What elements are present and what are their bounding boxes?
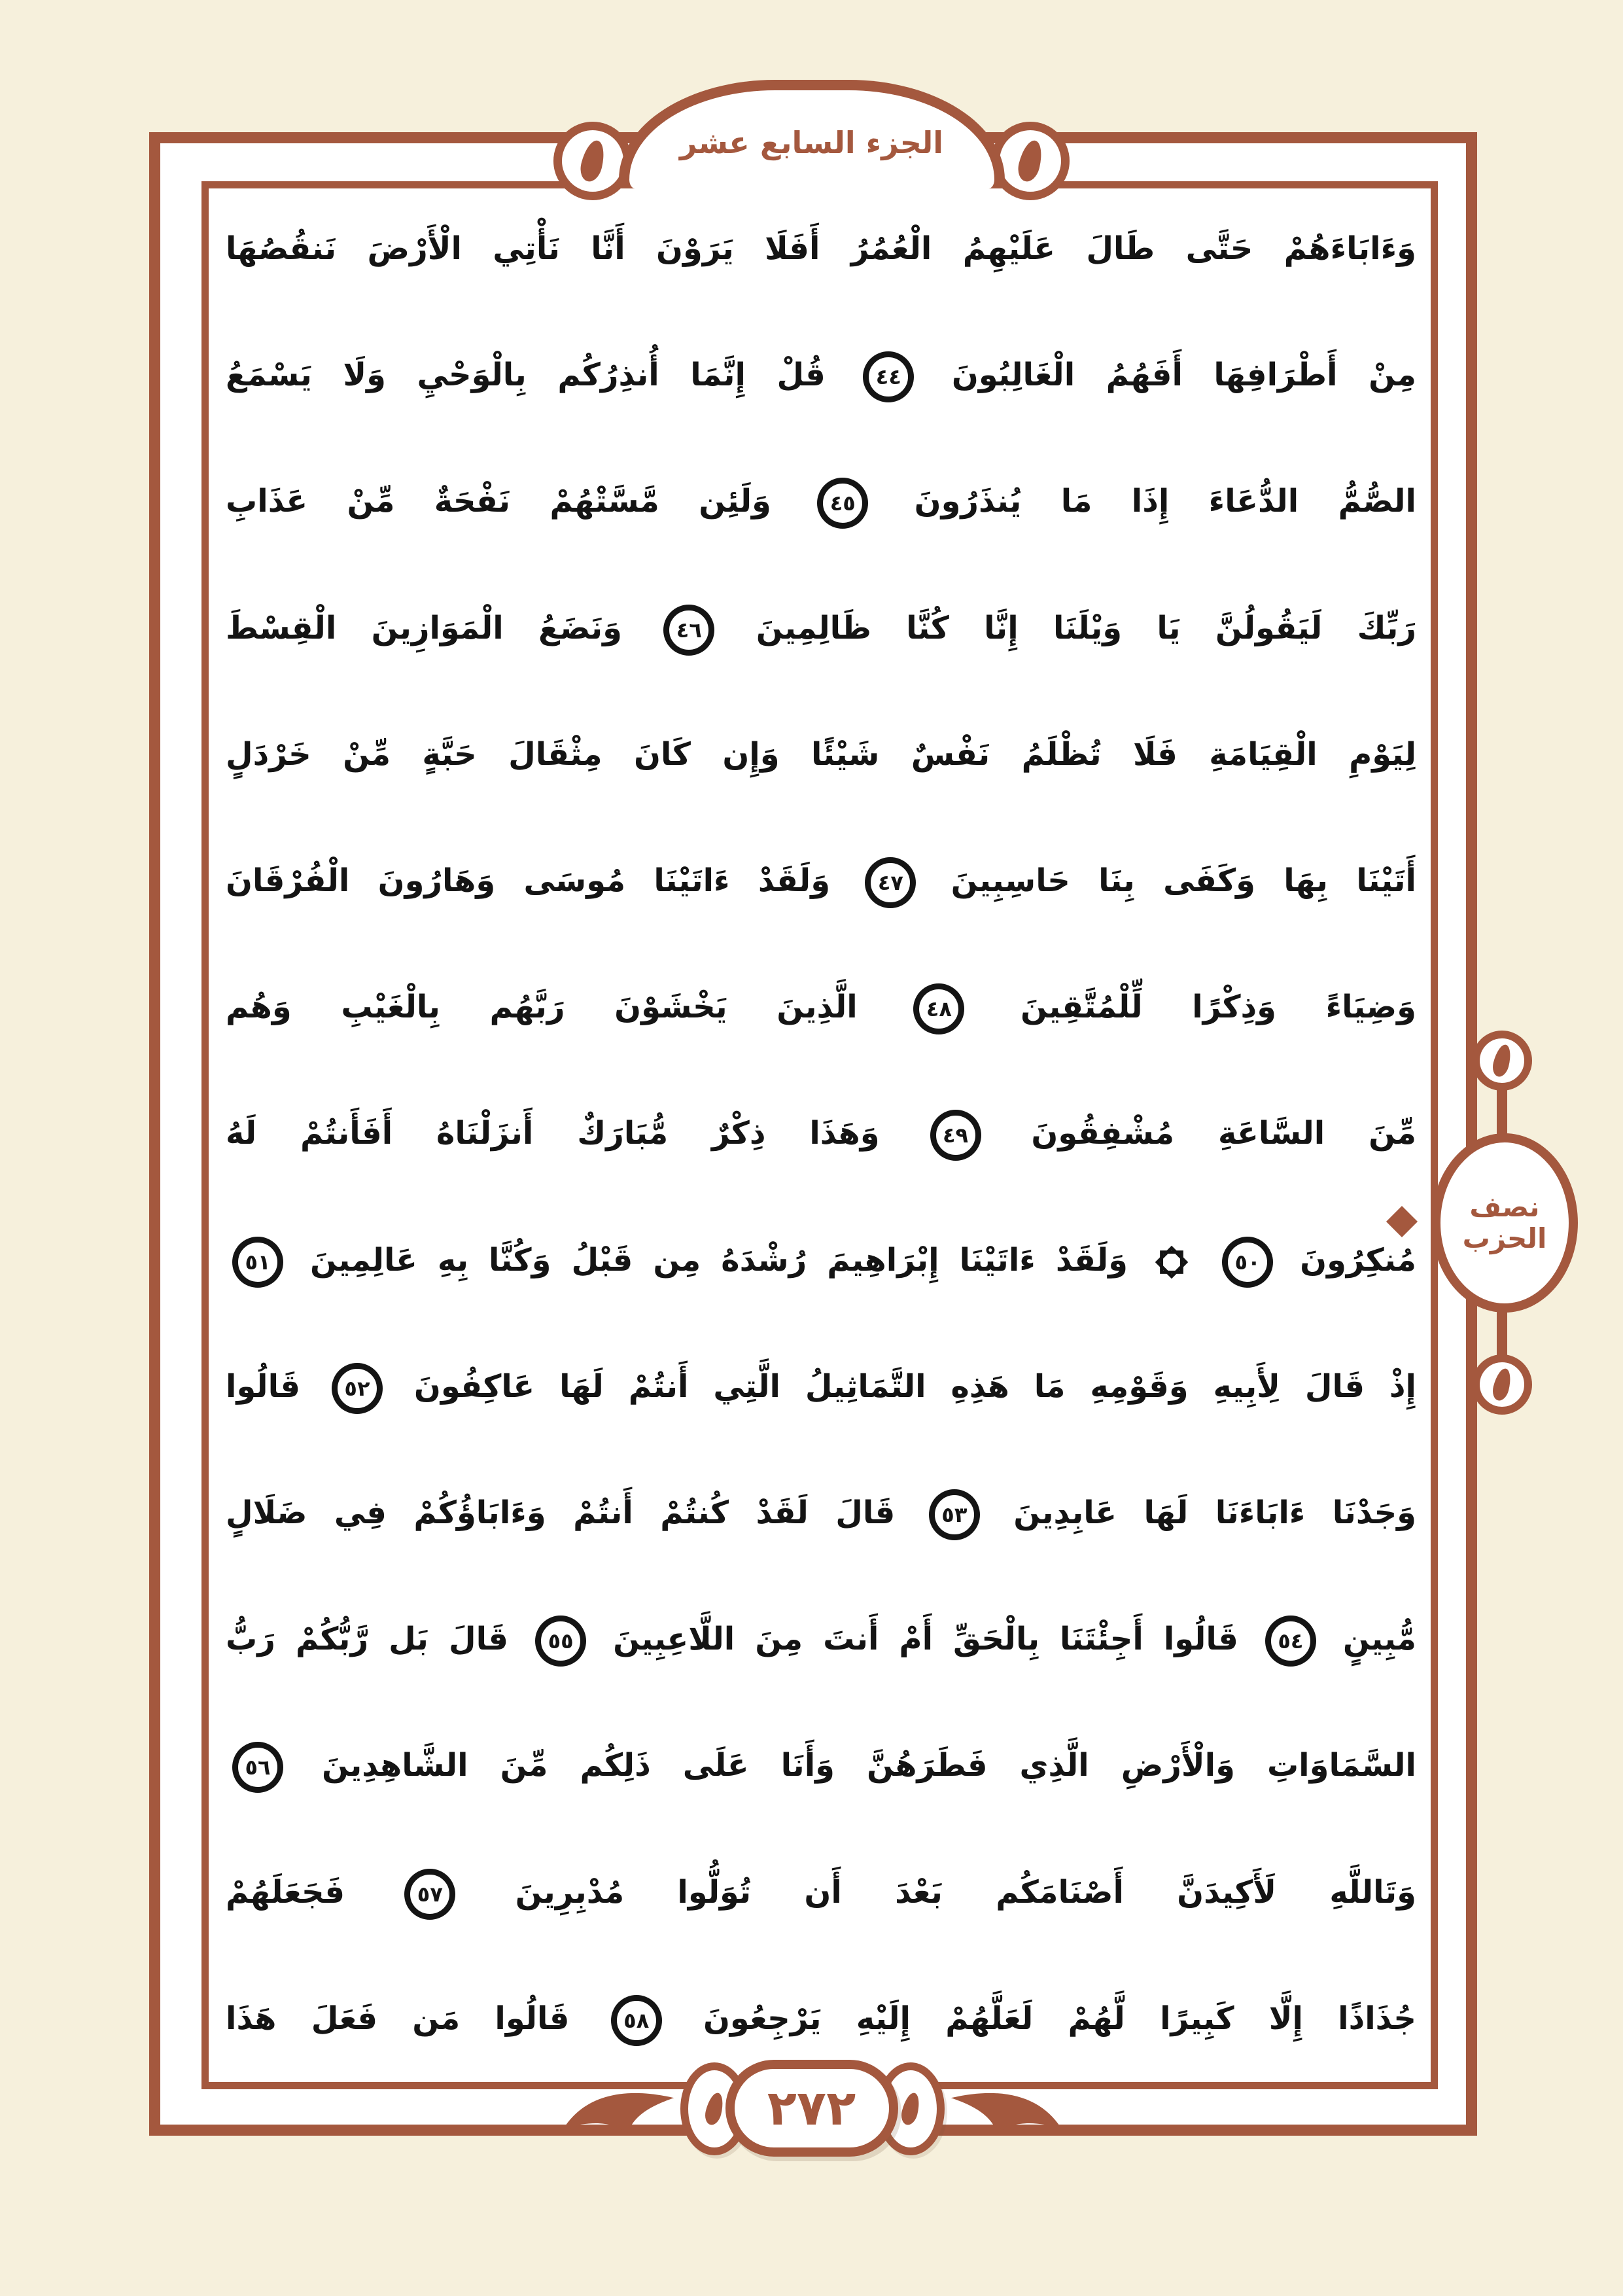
half-hizb-medallion (1431, 1133, 1578, 1313)
footer-leaf-icon (564, 2085, 675, 2136)
verse-number-badge: ٤٧ (865, 857, 916, 908)
quran-text-block (226, 200, 1416, 2068)
verse-number-badge: ٥٤ (1265, 1616, 1316, 1667)
ayah-text: وَءَابَاءَهُمْ حَتَّى طَالَ عَلَيْهِمُ الْعُمُرُ أَفَلَا يَرَوْنَ أَنَّا نَأْتِي الْأَرْضَ نَنقُصُهَا (226, 230, 1416, 267)
header-ornament-circle-right (991, 122, 1070, 200)
ayah-text: الصُّمُّ الدُّعَاءَ إِذَا مَا يُنذَرُونَ (914, 483, 1416, 520)
ayah-text: إِذْ قَالَ لِأَبِيهِ وَقَوْمِهِ مَا هَذِهِ التَّمَاثِيلُ الَّتِي أَنتُمْ لَهَا عَاكِفُونَ (413, 1368, 1416, 1405)
quran-line (226, 705, 1416, 804)
ayah-text: مِنْ أَطْرَافِهَا أَفَهُمُ الْغَالِبُونَ (951, 357, 1417, 394)
ayah-text: قَالَ بَل رَّبُّكُمْ رَبُّ (226, 1621, 509, 1658)
ayah-text: مِّنَ السَّاعَةِ مُشْفِقُونَ (1031, 1115, 1417, 1152)
page-number: ٢٧٢ (767, 2080, 856, 2136)
verse-number-badge: ٥٧ (404, 1869, 455, 1920)
quran-line (226, 1337, 1416, 1436)
quran-line (226, 832, 1416, 930)
ayah-text: قُلْ إِنَّمَا أُنذِرُكُم بِالْوَحْيِ وَلَا يَسْمَعُ (226, 357, 826, 394)
footer-leaf-icon (950, 2085, 1061, 2136)
verse-number-badge: ٥١ (232, 1237, 283, 1288)
ayah-text: مُنكِرُونَ (1300, 1241, 1417, 1279)
ayah-text: وَنَضَعُ الْمَوَازِينَ الْقِسْطَ (226, 609, 622, 646)
teardrop-icon (1015, 138, 1046, 184)
teardrop-icon (703, 2091, 725, 2127)
verse-number-badge: ٥٠ (1222, 1237, 1273, 1288)
ayah-text: وَتَاللَّهِ لَأَكِيدَنَّ أَصْنَامَكُم بَعْدَ أَن تُوَلُّوا مُدْبِرِينَ (515, 1873, 1417, 1911)
quran-line (226, 1464, 1416, 1562)
verse-number-badge: ٤٦ (663, 605, 714, 656)
page-number-cartouche (725, 2060, 898, 2157)
header-ornament-circle-left (553, 122, 632, 200)
quran-line (226, 1211, 1416, 1309)
ayah-text: فَجَعَلَهُمْ (226, 1873, 345, 1911)
ayah-text: وَجَدْنَا ءَابَاءَنَا لَهَا عَابِدِينَ (1013, 1494, 1416, 1532)
ayah-text: قَالُوا (226, 1368, 301, 1405)
ayah-text: وَضِيَاءً وَذِكْرًا لِّلْمُتَّقِينَ (1020, 989, 1416, 1026)
verse-number-badge: ٥٣ (929, 1489, 980, 1540)
quran-line (226, 1969, 1416, 2068)
quran-line (226, 958, 1416, 1056)
verse-number-badge: ٤٩ (930, 1110, 981, 1161)
quran-line (226, 1084, 1416, 1182)
rub-el-hizb-icon (1153, 1244, 1190, 1280)
quran-line (226, 1843, 1416, 1941)
quran-line (226, 1716, 1416, 1814)
verse-number-badge: ٥٨ (611, 1995, 662, 2046)
quran-line (226, 452, 1416, 550)
verse-number-badge: ٤٨ (913, 983, 964, 1034)
ayah-text: الَّذِينَ يَخْشَوْنَ رَبَّهُم بِالْغَيْبِ وَهُم (226, 989, 858, 1026)
ayah-text: رَبِّكَ لَيَقُولُنَّ يَا وَيْلَنَا إِنَّا كُنَّا ظَالِمِينَ (756, 609, 1416, 646)
verse-number-badge: ٤٤ (863, 351, 914, 402)
juz-title: الجزء السابع عشر (679, 125, 944, 160)
verse-number-badge: ٥٦ (232, 1742, 283, 1793)
ayah-text: قَالَ لَقَدْ كُنتُمْ أَنتُمْ وَءَابَاؤُكُمْ فِي ضَلَالٍ (226, 1494, 896, 1532)
verse-number-badge: ٥٥ (535, 1616, 586, 1667)
teardrop-icon (899, 2091, 922, 2127)
ayah-text: وَهَذَا ذِكْرٌ مُّبَارَكٌ أَنزَلْنَاهُ أَفَأَنتُمْ لَهُ (226, 1115, 880, 1152)
ayah-text: وَلَقَدْ ءَاتَيْنَا إِبْرَاهِيمَ رُشْدَهُ مِن قَبْلُ وَكُنَّا بِهِ عَالِمِينَ (310, 1241, 1128, 1279)
ayah-text: قَالُوا مَن فَعَلَ هَذَا (226, 2000, 570, 2037)
quran-line (226, 200, 1416, 298)
ayah-text: لِيَوْمِ الْقِيَامَةِ فَلَا تُظْلَمُ نَفْسٌ شَيْئًا وَإِن كَانَ مِثْقَالَ حَبَّةٍ مِّنْ خَرْدَلٍ (226, 735, 1416, 773)
ayah-text: مُّبِينٍ (1342, 1621, 1417, 1658)
hizb-scroll-icon (1472, 1031, 1532, 1091)
teardrop-icon (1490, 1043, 1513, 1078)
ayah-text: وَلَئِن مَّسَّتْهُمْ نَفْحَةٌ مِّنْ عَذَابِ (226, 483, 771, 520)
verse-number-badge: ٥٢ (332, 1363, 383, 1414)
juz-header-cartouche (619, 80, 1005, 188)
hizb-label-bottom: الحزب (1462, 1222, 1547, 1254)
hizb-label-top: نصف (1469, 1190, 1540, 1223)
ayah-text: وَلَقَدْ ءَاتَيْنَا مُوسَى وَهَارُونَ الْفُرْقَانَ (226, 862, 831, 900)
quran-line (226, 326, 1416, 424)
ayah-text: جُذَاذًا إِلَّا كَبِيرًا لَّهُمْ لَعَلَّهُمْ إِلَيْهِ يَرْجِعُونَ (703, 2000, 1416, 2037)
verse-number-badge: ٤٥ (817, 478, 868, 529)
ayah-text: السَّمَاوَاتِ وَالْأَرْضِ الَّذِي فَطَرَهُنَّ وَأَنَا عَلَى ذَلِكُم مِّنَ الشَّاهِدِينَ (322, 1747, 1416, 1784)
hizb-scroll-icon (1472, 1354, 1532, 1415)
quran-line (226, 579, 1416, 677)
quran-line (226, 1590, 1416, 1688)
ayah-text: قَالُوا أَجِئْتَنَا بِالْحَقِّ أَمْ أَنتَ مِنَ اللَّاعِبِينَ (613, 1621, 1238, 1658)
ayah-text: أَتَيْنَا بِهَا وَكَفَى بِنَا حَاسِبِينَ (951, 862, 1417, 900)
teardrop-icon (578, 138, 608, 184)
teardrop-icon (1490, 1367, 1513, 1402)
